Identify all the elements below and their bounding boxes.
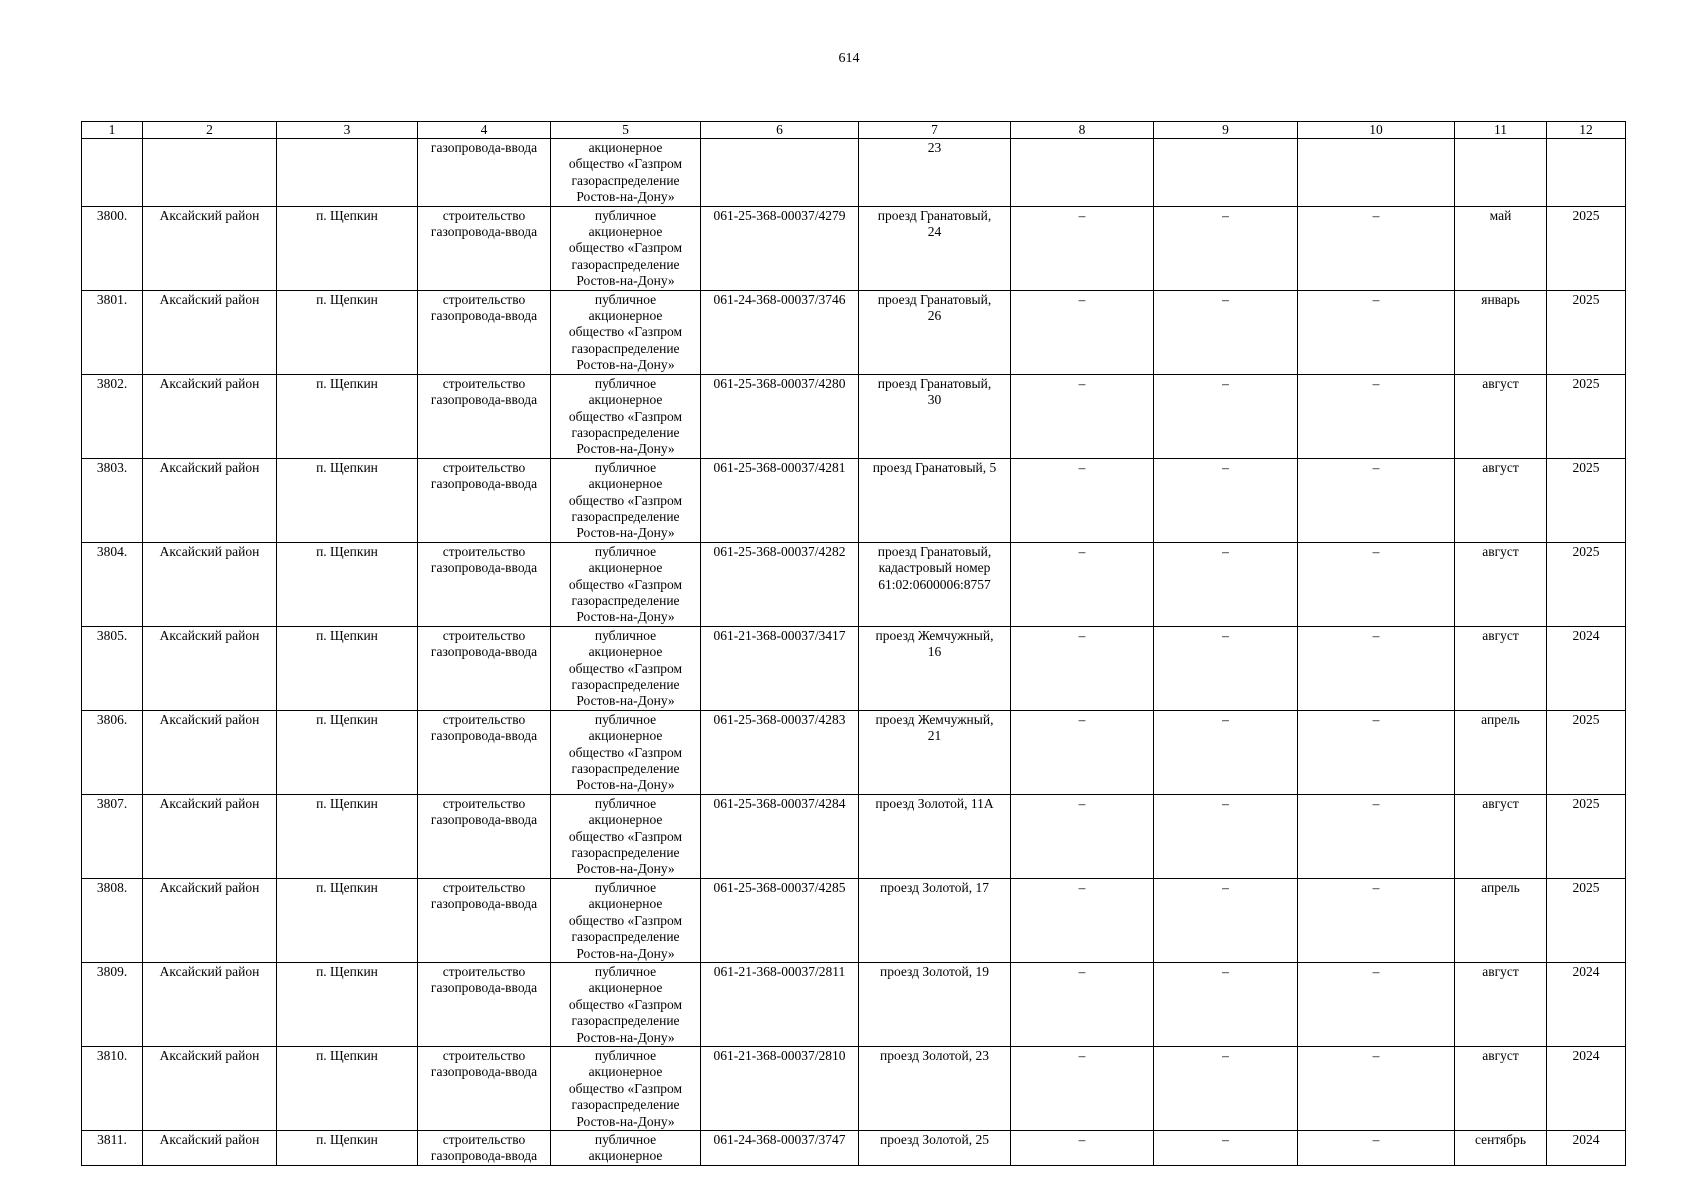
- cell-district: Аксайский район: [143, 962, 277, 1046]
- cell-org: публичное акционерное общество «Газпром газораспределение Ростов-на-Дону»: [551, 458, 701, 542]
- cell-c8: –: [1011, 1130, 1154, 1165]
- cell-c10: –: [1298, 374, 1455, 458]
- cell-month: сентябрь: [1455, 1130, 1547, 1165]
- cell-year: 2025: [1547, 374, 1626, 458]
- cell-c10: [1298, 139, 1455, 207]
- cell-code: 061-25-368-00037/4282: [701, 542, 859, 626]
- cell-c9: –: [1154, 458, 1298, 542]
- registry-table: [81, 121, 1626, 1166]
- cell-month: январь: [1455, 290, 1547, 374]
- cell-num: 3806.: [82, 710, 143, 794]
- cell-district: Аксайский район: [143, 1046, 277, 1130]
- cell-settlement: п. Щепкин: [277, 458, 418, 542]
- column-number: 4: [418, 122, 551, 139]
- cell-org: публичное акционерное: [551, 1130, 701, 1165]
- cell-code: 061-25-368-00037/4285: [701, 878, 859, 962]
- cell-address: проезд Гранатовый, 5: [859, 458, 1011, 542]
- cell-code: 061-25-368-00037/4280: [701, 374, 859, 458]
- table-row: [82, 290, 1626, 374]
- cell-work: строительство газопровода-ввода: [418, 710, 551, 794]
- cell-district: Аксайский район: [143, 290, 277, 374]
- cell-work: строительство газопровода-ввода: [418, 458, 551, 542]
- column-number: 9: [1154, 122, 1298, 139]
- cell-code: [701, 139, 859, 207]
- cell-work: строительство газопровода-ввода: [418, 962, 551, 1046]
- cell-settlement: п. Щепкин: [277, 290, 418, 374]
- cell-address: проезд Гранатовый, 26: [859, 290, 1011, 374]
- cell-district: Аксайский район: [143, 374, 277, 458]
- cell-work: строительство газопровода-ввода: [418, 626, 551, 710]
- cell-address: проезд Золотой, 25: [859, 1130, 1011, 1165]
- cell-month: август: [1455, 1046, 1547, 1130]
- cell-month: апрель: [1455, 878, 1547, 962]
- cell-c9: [1154, 139, 1298, 207]
- column-number: 5: [551, 122, 701, 139]
- continuation-row: [82, 139, 1626, 207]
- column-number: 10: [1298, 122, 1455, 139]
- cell-work: строительство газопровода-ввода: [418, 1130, 551, 1165]
- cell-address: проезд Гранатовый, 24: [859, 206, 1011, 290]
- cell-num: [82, 139, 143, 207]
- cell-org: публичное акционерное общество «Газпром газораспределение Ростов-на-Дону»: [551, 290, 701, 374]
- cell-district: Аксайский район: [143, 458, 277, 542]
- cell-address: проезд Золотой, 23: [859, 1046, 1011, 1130]
- cell-district: Аксайский район: [143, 1130, 277, 1165]
- cell-code: 061-21-368-00037/2811: [701, 962, 859, 1046]
- cell-num: 3810.: [82, 1046, 143, 1130]
- cell-c10: –: [1298, 1130, 1455, 1165]
- cell-num: 3805.: [82, 626, 143, 710]
- column-number-row: [82, 122, 1626, 139]
- page-number: 614: [838, 51, 860, 66]
- cell-work: газопровода-ввода: [418, 139, 551, 207]
- cell-org: публичное акционерное общество «Газпром газораспределение Ростов-на-Дону»: [551, 794, 701, 878]
- cell-num: 3801.: [82, 290, 143, 374]
- cell-settlement: п. Щепкин: [277, 206, 418, 290]
- cell-num: 3809.: [82, 962, 143, 1046]
- cell-month: август: [1455, 794, 1547, 878]
- cell-c8: –: [1011, 206, 1154, 290]
- cell-org: публичное акционерное общество «Газпром газораспределение Ростов-на-Дону»: [551, 710, 701, 794]
- cell-year: 2024: [1547, 1046, 1626, 1130]
- cell-settlement: п. Щепкин: [277, 374, 418, 458]
- cell-c9: –: [1154, 1130, 1298, 1165]
- cell-c10: –: [1298, 542, 1455, 626]
- cell-c9: –: [1154, 374, 1298, 458]
- cell-c10: –: [1298, 290, 1455, 374]
- cell-year: 2025: [1547, 290, 1626, 374]
- cell-c9: –: [1154, 962, 1298, 1046]
- table-row: [82, 458, 1626, 542]
- column-number: 12: [1547, 122, 1626, 139]
- cell-work: строительство газопровода-ввода: [418, 1046, 551, 1130]
- cell-c8: –: [1011, 290, 1154, 374]
- cell-c8: –: [1011, 374, 1154, 458]
- table-row: [82, 1046, 1626, 1130]
- cell-year: 2025: [1547, 458, 1626, 542]
- cell-code: 061-21-368-00037/3417: [701, 626, 859, 710]
- cell-c8: –: [1011, 794, 1154, 878]
- cell-work: строительство газопровода-ввода: [418, 290, 551, 374]
- cell-district: Аксайский район: [143, 794, 277, 878]
- cell-year: 2025: [1547, 710, 1626, 794]
- cell-c8: –: [1011, 710, 1154, 794]
- cell-address: проезд Золотой, 19: [859, 962, 1011, 1046]
- table-row: [82, 542, 1626, 626]
- cell-year: 2024: [1547, 626, 1626, 710]
- cell-num: 3808.: [82, 878, 143, 962]
- table-row: [82, 962, 1626, 1046]
- cell-c8: [1011, 139, 1154, 207]
- cell-org: публичное акционерное общество «Газпром газораспределение Ростов-на-Дону»: [551, 878, 701, 962]
- cell-c9: –: [1154, 290, 1298, 374]
- cell-month: [1455, 139, 1547, 207]
- cell-address: проезд Гранатовый, кадастровый номер 61:02:0600006:8757: [859, 542, 1011, 626]
- cell-code: 061-24-368-00037/3746: [701, 290, 859, 374]
- cell-district: [143, 139, 277, 207]
- cell-c10: –: [1298, 962, 1455, 1046]
- cell-org: публичное акционерное общество «Газпром газораспределение Ростов-на-Дону»: [551, 206, 701, 290]
- cell-c9: –: [1154, 1046, 1298, 1130]
- cell-address: 23: [859, 139, 1011, 207]
- cell-num: 3804.: [82, 542, 143, 626]
- cell-c8: –: [1011, 542, 1154, 626]
- column-number: 11: [1455, 122, 1547, 139]
- cell-org: публичное акционерное общество «Газпром газораспределение Ростов-на-Дону»: [551, 626, 701, 710]
- table-row: [82, 626, 1626, 710]
- cell-settlement: п. Щепкин: [277, 542, 418, 626]
- cell-address: проезд Золотой, 11А: [859, 794, 1011, 878]
- cell-year: 2025: [1547, 794, 1626, 878]
- cell-c10: –: [1298, 206, 1455, 290]
- cell-address: проезд Гранатовый, 30: [859, 374, 1011, 458]
- column-number: 6: [701, 122, 859, 139]
- cell-settlement: п. Щепкин: [277, 794, 418, 878]
- cell-year: 2024: [1547, 1130, 1626, 1165]
- cell-year: [1547, 139, 1626, 207]
- cell-org: публичное акционерное общество «Газпром газораспределение Ростов-на-Дону»: [551, 962, 701, 1046]
- cell-c8: –: [1011, 626, 1154, 710]
- cell-c9: –: [1154, 794, 1298, 878]
- column-number: 8: [1011, 122, 1154, 139]
- cell-code: 061-25-368-00037/4279: [701, 206, 859, 290]
- column-number: 1: [82, 122, 143, 139]
- cell-c9: –: [1154, 626, 1298, 710]
- cell-district: Аксайский район: [143, 206, 277, 290]
- cell-year: 2024: [1547, 962, 1626, 1046]
- cell-c9: –: [1154, 878, 1298, 962]
- cell-num: 3802.: [82, 374, 143, 458]
- cell-c10: –: [1298, 626, 1455, 710]
- cell-month: апрель: [1455, 710, 1547, 794]
- cell-year: 2025: [1547, 542, 1626, 626]
- table-row: [82, 878, 1626, 962]
- cell-c9: –: [1154, 710, 1298, 794]
- cell-c9: –: [1154, 206, 1298, 290]
- table-body: [82, 122, 1626, 1166]
- cell-month: май: [1455, 206, 1547, 290]
- cell-c8: –: [1011, 962, 1154, 1046]
- table-row: [82, 710, 1626, 794]
- cell-month: август: [1455, 542, 1547, 626]
- column-number: 2: [143, 122, 277, 139]
- column-number: 3: [277, 122, 418, 139]
- cell-district: Аксайский район: [143, 542, 277, 626]
- cell-district: Аксайский район: [143, 626, 277, 710]
- cell-settlement: п. Щепкин: [277, 710, 418, 794]
- cell-work: строительство газопровода-ввода: [418, 542, 551, 626]
- cell-c8: –: [1011, 458, 1154, 542]
- cell-settlement: п. Щепкин: [277, 878, 418, 962]
- cell-work: строительство газопровода-ввода: [418, 878, 551, 962]
- cell-address: проезд Золотой, 17: [859, 878, 1011, 962]
- cell-num: 3807.: [82, 794, 143, 878]
- cell-org: акционерное общество «Газпром газораспределение Ростов-на-Дону»: [551, 139, 701, 207]
- column-number: 7: [859, 122, 1011, 139]
- cell-c9: –: [1154, 542, 1298, 626]
- cell-num: 3811.: [82, 1130, 143, 1165]
- cell-c10: –: [1298, 1046, 1455, 1130]
- cell-year: 2025: [1547, 206, 1626, 290]
- cell-month: август: [1455, 458, 1547, 542]
- cell-c8: –: [1011, 878, 1154, 962]
- cell-org: публичное акционерное общество «Газпром газораспределение Ростов-на-Дону»: [551, 374, 701, 458]
- cell-month: август: [1455, 962, 1547, 1046]
- table-row: [82, 206, 1626, 290]
- cell-org: публичное акционерное общество «Газпром газораспределение Ростов-на-Дону»: [551, 542, 701, 626]
- cell-month: август: [1455, 626, 1547, 710]
- cell-settlement: п. Щепкин: [277, 626, 418, 710]
- cell-address: проезд Жемчужный, 21: [859, 710, 1011, 794]
- cell-year: 2025: [1547, 878, 1626, 962]
- cell-code: 061-25-368-00037/4284: [701, 794, 859, 878]
- cell-num: 3800.: [82, 206, 143, 290]
- cell-c10: –: [1298, 794, 1455, 878]
- cell-work: строительство газопровода-ввода: [418, 374, 551, 458]
- cell-district: Аксайский район: [143, 878, 277, 962]
- cell-num: 3803.: [82, 458, 143, 542]
- cell-settlement: [277, 139, 418, 207]
- cell-address: проезд Жемчужный, 16: [859, 626, 1011, 710]
- cell-settlement: п. Щепкин: [277, 1130, 418, 1165]
- cell-settlement: п. Щепкин: [277, 1046, 418, 1130]
- cell-code: 061-25-368-00037/4281: [701, 458, 859, 542]
- cell-district: Аксайский район: [143, 710, 277, 794]
- cell-code: 061-25-368-00037/4283: [701, 710, 859, 794]
- cell-code: 061-21-368-00037/2810: [701, 1046, 859, 1130]
- cell-work: строительство газопровода-ввода: [418, 794, 551, 878]
- cell-c8: –: [1011, 1046, 1154, 1130]
- cell-month: август: [1455, 374, 1547, 458]
- cell-c10: –: [1298, 710, 1455, 794]
- cell-org: публичное акционерное общество «Газпром газораспределение Ростов-на-Дону»: [551, 1046, 701, 1130]
- cell-c10: –: [1298, 878, 1455, 962]
- table-row: [82, 374, 1626, 458]
- cell-work: строительство газопровода-ввода: [418, 206, 551, 290]
- table-row: [82, 794, 1626, 878]
- cell-code: 061-24-368-00037/3747: [701, 1130, 859, 1165]
- cell-settlement: п. Щепкин: [277, 962, 418, 1046]
- table-row: [82, 1130, 1626, 1165]
- cell-c10: –: [1298, 458, 1455, 542]
